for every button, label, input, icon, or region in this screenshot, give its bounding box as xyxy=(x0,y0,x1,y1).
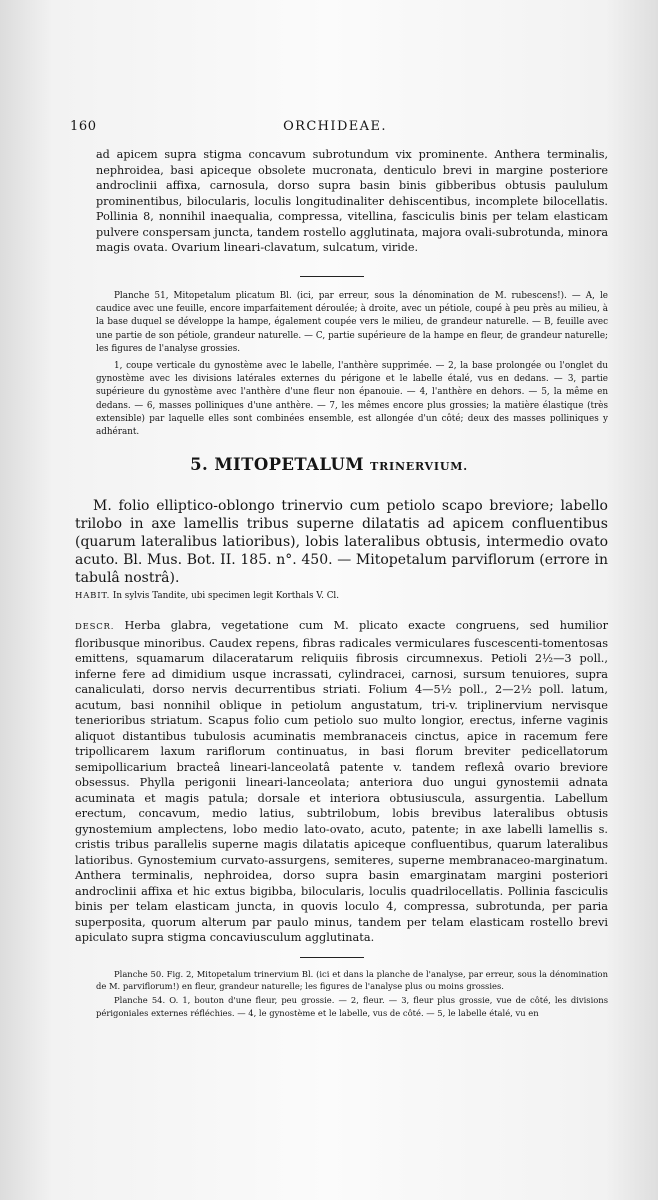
description-text: Herba glabra, vegetatione cum M. plicato exacte congruens, sed humilior floribusque minoribus. Caudex repens, fibras radicales vermiculares fuscescenti-tomentosas emittens, squamarum dilaceratarum reliquiis fibrosis circumnexus. Petioli 2½—3 poll., inferne fere ad dimidium usque incrassati, cylindracei, carnosi, sursum tenuiores, supra canaliculati, dorso nervis decurrentibus striati. Folium 4—5½ poll., 2—2½ poll. latum, acutum, basi nonnihil oblique in petiolum angustatum, tri-v. triplinervium nervisque tenerioribus striatum. Scapus folio cum petiolo suo multo longior, erectus, inferne vaginis aliquot distantibus tubulosis acuminatis membranaceis cinctus, apice in racemum fere tripollicarem laxum rariflorum continuatus, in basi florum breviter pedicellatorum semipollicarium bracteâ lineari-lanceolatâ patente v. tandem reflexâ ovario breviore obsessus. Phylla perigonii lineari-lanceolata; anteriora duo ungui gynostemii adnata acuminata et magis patula; dorsale et interiora obtusiuscula, assurgentia. Labellum erectum, concavum, medio latius, subtrilobum, lobis brevibus lateralibus obtusis gynostemium amplectens, lobo medio lato-ovato, acuto, patente; in axe labelli lamellis s. cristis tribus parallelis superne magis dilatatis apiceque confluentibus, quarum lateralibus latioribus. Gynostemium curvato-assurgens, semiteres, superne membranaceo-marginatum. Anthera terminalis, nephroidea, dorso supra basin emarginatam margini posteriori androclinii affixa et hic extus bigibba, bilocularis, loculis quadrilocellatis. Pollinia fasciculis binis per telam elasticam juncta, in quovis loculo 4, compressa, subrotunda, per paria superposita, quorum alterum par paulo minus, tandem per telam elasticam rostello brevi apiculato supra stigma concaviusculum agglutinata. xyxy=(75,619,608,944)
habitat-label: HABIT. xyxy=(75,591,111,601)
plate-note-paragraph: 1, coupe verticale du gynostème avec le labelle, l'anthère supprimée. — 2, la base prolongée ou l'onglet du gynostème avec les divisions latérales externes du périgone et le labelle étalé, vus en dedans. — 3, partie supérieure du gynostème avec l'anthère d'une fleur non épanouie. — 4, l'anthère en dehors. — 5, la même en dedans. — 6, masses polliniques d'une anthère. — 7, les mêmes encore plus grossies; la matière élastique (très extensible) par laquelle elles sont combinées ensemble, est allongée d'un côté; deux des masses polliniques y adhérant. xyxy=(96,361,608,438)
plate-note-paragraph: Planche 51, Mitopetalum plicatum Bl. (ici, par erreur, sous la dénomination de M. rubescens!). — A, le caudice avec une feuille, encore imparfaitement déroulée; à droite, avec un pétiole, coupé à peu près au milieu, à la base duquel se développe la hampe, également coupée vers le milieu, de grandeur naturelle. — B, feuille avec une partie de son pétiole, grandeur naturelle. — C, partie supérieure de la hampe en fleur, de grandeur naturelle; les figures de l'analyse grossies. xyxy=(96,291,608,354)
species-heading xyxy=(0,455,658,474)
footer-notes xyxy=(96,968,608,1021)
description-label: DESCR. xyxy=(75,622,115,632)
plate-notes xyxy=(96,290,608,443)
section-divider xyxy=(300,276,364,277)
species-epithet: TRINERVIUM. xyxy=(370,460,468,473)
page-number: 160 xyxy=(70,119,97,134)
footer-note-paragraph: Planche 54. O. 1, bouton d'une fleur, peu grossie. — 2, fleur. — 3, fleur plus grossie, vue de côté, les divisions périgoniales externes réfléchies. — 4, le gynostème et le labelle, vus de côté. — 5, le labelle étalé, vu en xyxy=(96,995,608,1018)
footer-divider xyxy=(300,957,364,958)
habitat-text: In sylvis Tandite, ubi specimen legit Korthals V. Cl. xyxy=(112,591,340,601)
species-description xyxy=(75,618,608,946)
diagnosis-text: M. folio elliptico-oblongo trinervio cum petiolo scapo breviore; labello trilobo in axe lamellis tribus superne dilatatis ad apicem confluentibus (quarum lateralibus latioribus), lobis lateralibus obtusis, intermedio ovato acuto. Bl. Mus. Bot. II. 185. n°. 450. — Mitopetalum parviflorum (errore in tabulâ nostrâ). xyxy=(75,498,608,586)
continued-description-text: ad apicem supra stigma concavum subrotundum vix prominente. Anthera terminalis, nephroidea, basi apiceque obsolete mucronata, denticulo brevi in margine posteriore androclinii affixa, carnosula, dorso supra basin binis gibberibus obtusis paululum prominentibus, bilocularis, loculis longitudinaliter dehiscentibus, incomplete bilocellatis. Pollinia 8, nonnihil inaequalia, compressa, vitellina, fasciculis binis per telam elasticam pulvere conspersam juncta, tandem rostello agglutinata, majora ovali-subrotunda, minora magis ovata. Ovarium lineari-clavatum, sulcatum, viride. xyxy=(96,148,608,254)
running-title: ORCHIDEAE. xyxy=(283,119,387,134)
running-head xyxy=(70,119,600,137)
habitat-line xyxy=(75,590,608,602)
species-diagnosis xyxy=(75,497,608,587)
species-genus: MITOPETALUM xyxy=(214,455,364,474)
description-paragraph xyxy=(75,618,608,946)
continued-description xyxy=(96,147,608,256)
footer-note-paragraph: Planche 50. Fig. 2, Mitopetalum trinervium Bl. (ici et dans la planche de l'analyse, par erreur, sous la dénomination de M. parviflorum!) en fleur, grandeur naturelle; les figures de l'analyse plus ou moins grossies. xyxy=(96,969,608,992)
species-number: 5. xyxy=(190,455,209,474)
